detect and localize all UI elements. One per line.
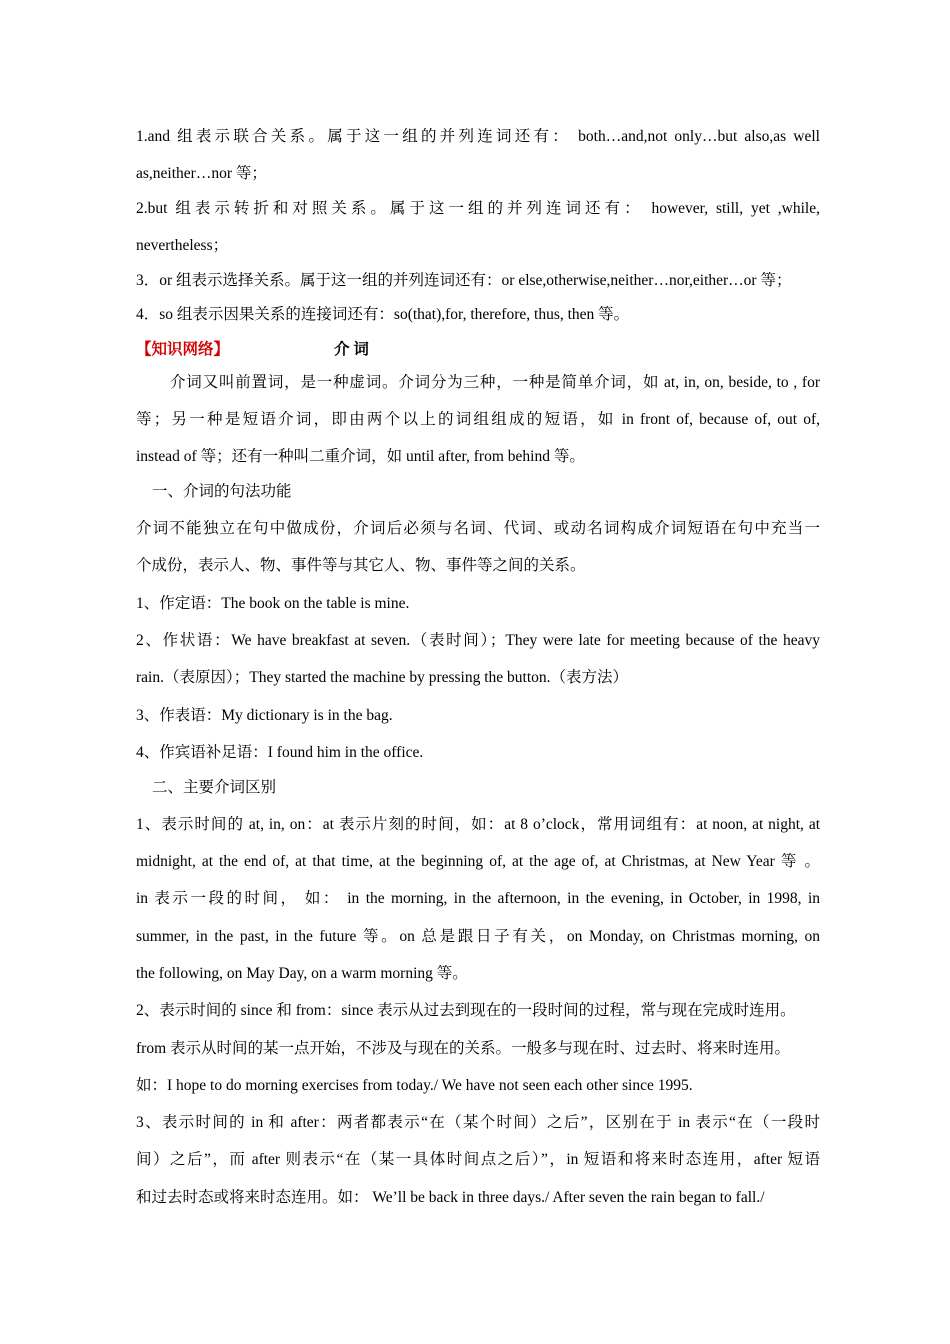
paragraph-line: nevertheless；	[136, 237, 229, 254]
paragraph-line: 间）之后”，而 after 则表示“在（某一具体时间点之后）”，in 短语和将来时态连用，after 短语	[136, 1151, 820, 1168]
paragraph-line: in 表示一段的时间， 如： in the morning, in the afternoon, in the evening, in October, in 1998, in	[136, 890, 820, 907]
section-label: 【知识网络】	[136, 341, 230, 358]
paragraph-line: as,neither…nor 等；	[136, 165, 267, 182]
paragraph-line: 3．or 组表示选择关系。属于这一组的并列连词还有：or else,otherwise,neither…nor,either…or 等；	[136, 272, 792, 289]
paragraph-line: 2、作状语：We have breakfast at seven.（表时间）；They were late for meeting because of the heavy	[136, 632, 820, 649]
paragraph-line: 1.and 组表示联合关系。属于这一组的并列连词还有： both…and,not only…but also,as well	[136, 128, 820, 145]
paragraph-line: 2、表示时间的 since 和 from：since 表示从过去到现在的一段时间的过程，常与现在完成时连用。	[136, 1002, 796, 1019]
paragraph-line: rain.（表原因）；They started the machine by pressing the button.（表方法）	[136, 669, 629, 686]
paragraph-line: 1、表示时间的 at, in, on：at 表示片刻的时间，如：at 8 o’clock，常用词组有：at noon, at night, at	[136, 816, 820, 833]
paragraph-line: midnight, at the end of, at that time, at the beginning of, at the age of, at Christmas, at New Year 等 。	[136, 853, 820, 870]
paragraph-line: 4、作宾语补足语：I found him in the office.	[136, 744, 424, 761]
section-heading	[136, 340, 820, 360]
paragraph-line: the following, on May Day, on a warm morning 等。	[136, 965, 468, 982]
paragraph-line: 3、表示时间的 in 和 after：两者都表示“在（某个时间）之后”，区别在于 in 表示“在（一段时	[136, 1114, 820, 1131]
paragraph-line: 2.but 组表示转折和对照关系。属于这一组的并列连词还有： however, still, yet ,while,	[136, 200, 820, 217]
subheading: 二、主要介词区别	[152, 779, 277, 796]
paragraph-line: instead of 等；还有一种叫二重介词，如 until after, from behind 等。	[136, 448, 585, 465]
paragraph-line: 如：I hope to do morning exercises from today./ We have not seen each other since 1995.	[136, 1077, 693, 1094]
paragraph-line: summer, in the past, in the future 等。on 总是跟日子有关，on Monday, on Christmas morning, on	[136, 928, 820, 945]
paragraph-line: 等；另一种是短语介词，即由两个以上的词组组成的短语，如 in front of, because of, out of,	[136, 411, 820, 428]
paragraph-line: 介词又叫前置词，是一种虚词。介词分为三种，一种是简单介词，如 at, in, on, beside, to , for	[170, 374, 820, 391]
section-title: 介 词	[334, 341, 369, 358]
subheading: 一、介词的句法功能	[152, 483, 292, 500]
paragraph-line: 个成份，表示人、物、事件等与其它人、物、事件等之间的关系。	[136, 557, 586, 574]
paragraph-line: 3、作表语：My dictionary is in the bag.	[136, 707, 393, 724]
paragraph-line: 介词不能独立在句中做成份，介词后必须与名词、代词、或动名词构成介词短语在句中充当一	[136, 520, 820, 537]
paragraph-line: 1、作定语：The book on the table is mine.	[136, 595, 410, 612]
paragraph-line: 4．so 组表示因果关系的连接词还有：so(that),for, therefore, thus, then 等。	[136, 306, 630, 323]
paragraph-line: from 表示从时间的某一点开始，不涉及与现在的关系。一般多与现在时、过去时、将来时连用。	[136, 1040, 791, 1057]
paragraph-line: 和过去时态或将来时态连用。如： We’ll be back in three days./ After seven the rain began to fall./	[136, 1189, 765, 1206]
